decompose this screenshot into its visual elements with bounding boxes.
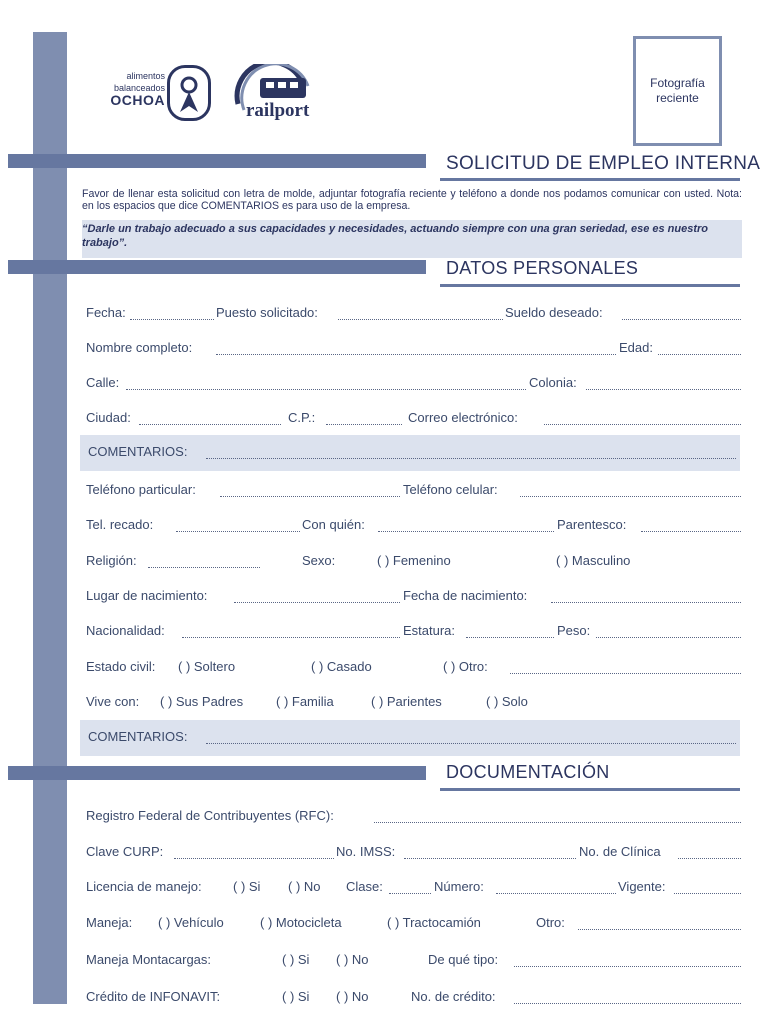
header-band <box>8 154 426 168</box>
photo-label: Fotografía reciente <box>650 76 705 105</box>
label-estado-civil: Estado civil: <box>86 659 156 674</box>
header-rule <box>440 178 740 181</box>
option-parientes[interactable]: ( ) Parientes <box>371 694 442 709</box>
label-sexo: Sexo: <box>302 553 336 568</box>
label-licencia: Licencia de manejo: <box>86 879 202 894</box>
label-edad: Edad: <box>619 340 653 355</box>
option-licencia-no[interactable]: ( ) No <box>288 879 321 894</box>
label-sueldo: Sueldo deseado: <box>505 305 603 320</box>
railport-logo <box>230 64 320 126</box>
field-que-tipo[interactable] <box>514 966 741 967</box>
field-con-quien[interactable] <box>378 531 554 532</box>
row-nacionalidad <box>86 623 741 643</box>
field-religion[interactable] <box>148 567 260 568</box>
label-religion: Religión: <box>86 553 137 568</box>
label-colonia: Colonia: <box>529 375 577 390</box>
option-sus-padres[interactable]: ( ) Sus Padres <box>160 694 244 709</box>
left-margin-bar <box>33 32 67 1004</box>
field-vigente[interactable] <box>674 893 741 894</box>
row-nacimiento <box>86 588 741 608</box>
row-religion-sexo <box>86 553 741 573</box>
ochoa-line-3: OCHOA <box>110 92 165 108</box>
label-lugar-nacimiento: Lugar de nacimiento: <box>86 588 208 603</box>
label-peso: Peso: <box>557 623 591 638</box>
label-clinica: No. de Clínica <box>579 844 661 859</box>
option-femenino[interactable]: ( ) Femenino <box>377 553 451 568</box>
field-maneja-otro[interactable] <box>578 929 741 930</box>
label-nacionalidad: Nacionalidad: <box>86 623 165 638</box>
row-rfc <box>86 808 741 828</box>
option-motocicleta[interactable]: ( ) Motocicleta <box>260 915 342 930</box>
field-puesto[interactable] <box>338 319 503 320</box>
field-numero[interactable] <box>496 893 616 894</box>
label-tel-particular: Teléfono particular: <box>86 482 196 497</box>
field-nombre[interactable] <box>216 354 616 355</box>
intro-text: Favor de llenar esta solicitud con letra de molde, adjuntar fotografía reciente y teléfono a donde nos podamos comunicar con usted. Nota: en los espacios que dice COMENTARIOS es para uso de la empresa. <box>82 188 742 212</box>
option-montacargas-si[interactable]: ( ) Si <box>282 952 310 967</box>
field-edad[interactable] <box>658 354 741 355</box>
ochoa-line-1: alimentos <box>126 71 165 81</box>
option-infonavit-si[interactable]: ( ) Si <box>282 989 310 1004</box>
row-comentarios-1 <box>88 444 743 464</box>
ochoa-logo-icon <box>167 65 211 121</box>
label-curp: Clave CURP: <box>86 844 164 859</box>
label-numero: Número: <box>434 879 484 894</box>
row-recado <box>86 517 741 537</box>
field-comentarios-2[interactable] <box>206 743 736 744</box>
option-vehiculo[interactable]: ( ) Vehículo <box>158 915 224 930</box>
section-title-personal: DATOS PERSONALES <box>446 258 639 278</box>
label-nombre: Nombre completo: <box>86 340 193 355</box>
documentacion-band <box>8 766 426 780</box>
label-maneja: Maneja: <box>86 915 133 930</box>
field-imss[interactable] <box>404 858 576 859</box>
field-ciudad[interactable] <box>139 424 281 425</box>
option-tractocamion[interactable]: ( ) Tractocamión <box>387 915 481 930</box>
field-clinica[interactable] <box>678 858 741 859</box>
field-colonia[interactable] <box>586 389 741 390</box>
row-curp-imss <box>86 844 741 864</box>
row-licencia <box>86 879 741 899</box>
field-tel-particular[interactable] <box>220 496 400 497</box>
field-nacionalidad[interactable] <box>182 637 400 638</box>
field-cp[interactable] <box>326 424 402 425</box>
documentacion-rule <box>440 788 740 791</box>
motto-text: “Darle un trabajo adecuado a sus capacidades y necesidades, actuando siempre con una gran seriedad, ese es nuestro trabajo”. <box>82 220 742 258</box>
field-fecha-nacimiento[interactable] <box>551 602 741 603</box>
photo-placeholder <box>633 36 722 146</box>
row-estado-civil <box>86 659 741 679</box>
label-correo: Correo electrónico: <box>408 410 518 425</box>
label-puesto: Puesto solicitado: <box>216 305 318 320</box>
option-montacargas-no[interactable]: ( ) No <box>336 952 369 967</box>
label-con-quien: Con quién: <box>302 517 365 532</box>
field-fecha[interactable] <box>130 319 214 320</box>
personal-rule <box>440 284 740 287</box>
label-comentarios-2: COMENTARIOS: <box>88 729 188 744</box>
label-vigente: Vigente: <box>618 879 666 894</box>
label-tel-celular: Teléfono celular: <box>403 482 498 497</box>
option-solo[interactable]: ( ) Solo <box>486 694 528 709</box>
label-montacargas: Maneja Montacargas: <box>86 952 212 967</box>
row-montacargas <box>86 952 741 972</box>
label-estatura: Estatura: <box>403 623 456 638</box>
label-parentesco: Parentesco: <box>557 517 627 532</box>
section-title-documentacion: DOCUMENTACIÓN <box>446 762 610 782</box>
field-sueldo[interactable] <box>622 319 741 320</box>
personal-band <box>8 260 426 274</box>
label-rfc: Registro Federal de Contribuyentes (RFC): <box>86 808 334 823</box>
option-soltero[interactable]: ( ) Soltero <box>178 659 236 674</box>
option-otro[interactable]: ( ) Otro: <box>443 659 488 674</box>
label-vive-con: Vive con: <box>86 694 140 709</box>
railport-logo-text: railport <box>246 100 310 121</box>
option-masculino[interactable]: ( ) Masculino <box>556 553 631 568</box>
field-estado-civil-otro[interactable] <box>510 673 741 674</box>
option-familia[interactable]: ( ) Familia <box>276 694 334 709</box>
field-clase[interactable] <box>389 893 431 894</box>
row-comentarios-2 <box>88 729 743 749</box>
field-calle[interactable] <box>126 389 526 390</box>
ochoa-logo-text <box>85 70 165 106</box>
ochoa-line-2: balanceados <box>113 83 165 93</box>
field-peso[interactable] <box>596 637 741 638</box>
field-parentesco[interactable] <box>641 531 741 532</box>
field-estatura[interactable] <box>466 637 554 638</box>
label-fecha: Fecha: <box>86 305 126 320</box>
field-tel-celular[interactable] <box>520 496 741 497</box>
label-cp: C.P.: <box>288 410 316 425</box>
option-infonavit-no[interactable]: ( ) No <box>336 989 369 1004</box>
field-lugar-nacimiento[interactable] <box>234 602 400 603</box>
row-infonavit <box>86 989 741 1009</box>
row-calle-colonia <box>86 375 741 395</box>
field-tel-recado[interactable] <box>176 531 300 532</box>
label-maneja-otro: Otro: <box>536 915 565 930</box>
label-no-credito: No. de crédito: <box>411 989 496 1004</box>
label-tel-recado: Tel. recado: <box>86 517 154 532</box>
row-fecha-puesto-sueldo <box>86 305 741 325</box>
field-no-credito[interactable] <box>514 1003 741 1004</box>
row-vive-con <box>86 694 741 714</box>
label-que-tipo: De qué tipo: <box>428 952 499 967</box>
option-licencia-si[interactable]: ( ) Si <box>233 879 261 894</box>
row-ciudad-cp-correo <box>86 410 741 430</box>
label-comentarios-1: COMENTARIOS: <box>88 444 188 459</box>
label-ciudad: Ciudad: <box>86 410 131 425</box>
field-curp[interactable] <box>174 858 334 859</box>
form-title: SOLICITUD DE EMPLEO INTERNA <box>446 153 761 174</box>
label-infonavit: Crédito de INFONAVIT: <box>86 989 221 1004</box>
label-fecha-nacimiento: Fecha de nacimiento: <box>403 588 528 603</box>
row-nombre-edad <box>86 340 741 360</box>
row-telefonos <box>86 482 741 502</box>
label-clase: Clase: <box>346 879 383 894</box>
label-calle: Calle: <box>86 375 120 390</box>
row-maneja <box>86 915 741 935</box>
label-imss: No. IMSS: <box>336 844 396 859</box>
field-comentarios-1[interactable] <box>206 458 736 459</box>
option-casado[interactable]: ( ) Casado <box>311 659 372 674</box>
field-rfc[interactable] <box>374 822 741 823</box>
field-correo[interactable] <box>544 424 741 425</box>
